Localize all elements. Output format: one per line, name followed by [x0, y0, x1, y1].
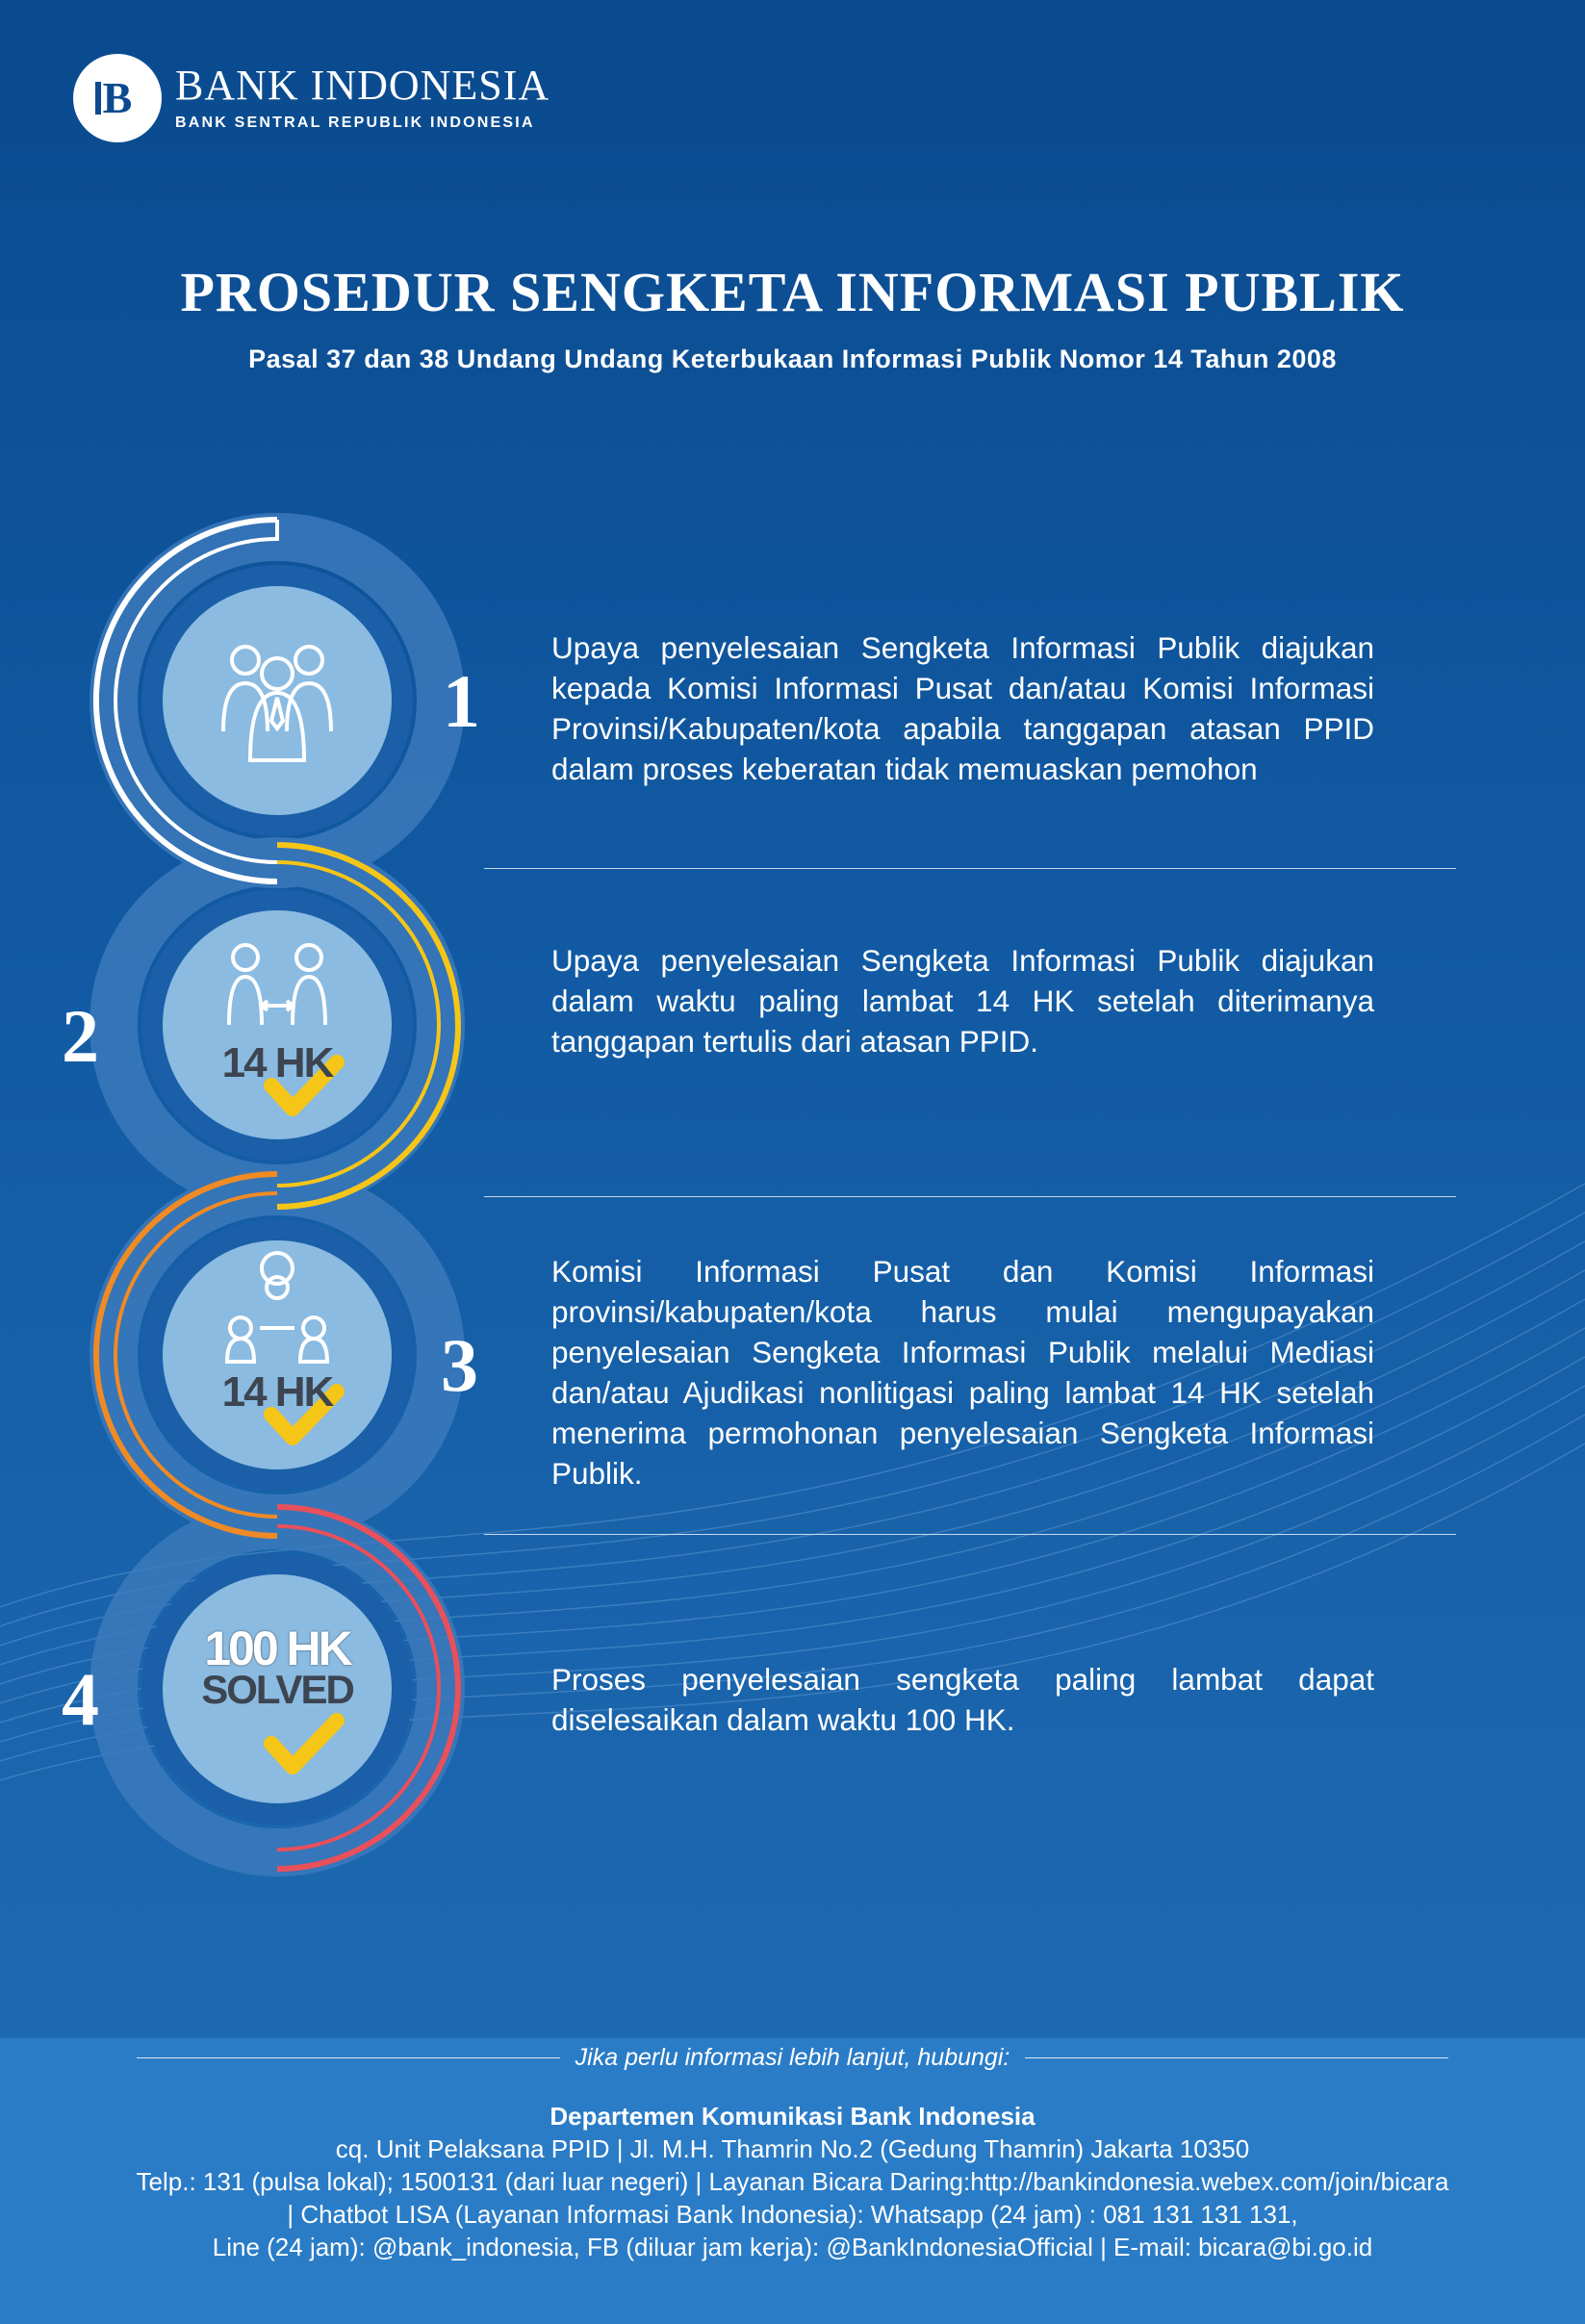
step-2-text: Upaya penyelesaian Sengketa Informasi Publik diajukan dalam waktu paling lambat 14 HK setelah diterimanya tanggapan tertulis dari atasan PPID. — [551, 943, 1374, 1059]
footer-chatbot: | Chatbot LISA (Layanan Informasi Bank Indonesia): Whatsapp (24 jam) : 081 131 131 131, — [287, 2200, 1298, 2229]
footer-contact-row — [0, 2044, 1585, 2072]
footer-phone: Telp.: 131 (pulsa lokal); 1500131 (dari luar negeri) | Layanan Bicara Daring:http://bankindonesia.webex.com/join/bicara — [136, 2167, 1449, 2196]
step-1-number: 1 — [443, 659, 480, 743]
page-title: PROSEDUR SENGKETA INFORMASI PUBLIK — [180, 261, 1405, 323]
step-2-number: 2 — [62, 994, 99, 1078]
footer-line — [137, 2057, 560, 2058]
divider — [484, 1534, 1456, 1535]
footer-body — [0, 2100, 1585, 2263]
step-4-text: Proses penyelesaian sengketa paling lambat dapat diselesaikan dalam waktu 100 HK. — [551, 1662, 1374, 1737]
footer-social: Line (24 jam): @bank_indonesia, FB (diluar jam kerja): @BankIndonesiaOfficial | E-mail: bicara@bi.go.id — [212, 2233, 1373, 2261]
step-1-text: Upaya penyelesaian Sengketa Informasi Publik diajukan kepada Komisi Informasi Pusat dan/atau Komisi Informasi Provinsi/Kabupaten/kota apabila tanggapan atasan PPID dalam proses keberatan tidak memuaskan pemohon — [551, 630, 1374, 786]
step-3-number: 3 — [441, 1323, 478, 1407]
step-4-number: 4 — [62, 1657, 99, 1741]
contact-prompt: Jika perlu informasi lebih lanjut, hubungi: — [575, 2044, 1010, 2071]
footer-line — [1025, 2057, 1448, 2058]
page-subtitle: Pasal 37 dan 38 Undang Undang Keterbukaan Informasi Publik Nomor 14 Tahun 2008 — [248, 345, 1337, 373]
svg-text:B: B — [102, 73, 133, 122]
footer-address: cq. Unit Pelaksana PPID | Jl. M.H. Thamrin No.2 (Gedung Thamrin) Jakarta 10350 — [335, 2134, 1250, 2163]
step-2-badge: 14 HK — [221, 1039, 333, 1086]
step-3-text: Komisi Informasi Pusat dan Komisi Informasi provinsi/kabupaten/kota harus mulai mengupayakan penyelesaian Sengketa Informasi Publik melalui Mediasi dan/atau Ajudikasi nonlitigasi paling lambat 14 HK setelah menerima permohonan penyelesaian Sengketa Informasi Publik. — [551, 1254, 1374, 1491]
divider — [484, 868, 1456, 869]
step-3-circle — [152, 1230, 402, 1480]
footer-department: Departemen Komunikasi Bank Indonesia — [550, 2102, 1035, 2131]
step-3-badge: 14 HK — [221, 1368, 333, 1416]
step-2-circle — [152, 900, 402, 1150]
divider — [484, 1196, 1456, 1197]
org-name: BANK INDONESIA — [175, 62, 550, 109]
step-4-badge: 100 HK — [204, 1622, 350, 1675]
org-subtitle: BANK SENTRAL REPUBLIK INDONESIA — [175, 115, 535, 131]
step-4-badge-solved: SOLVED — [201, 1667, 353, 1712]
